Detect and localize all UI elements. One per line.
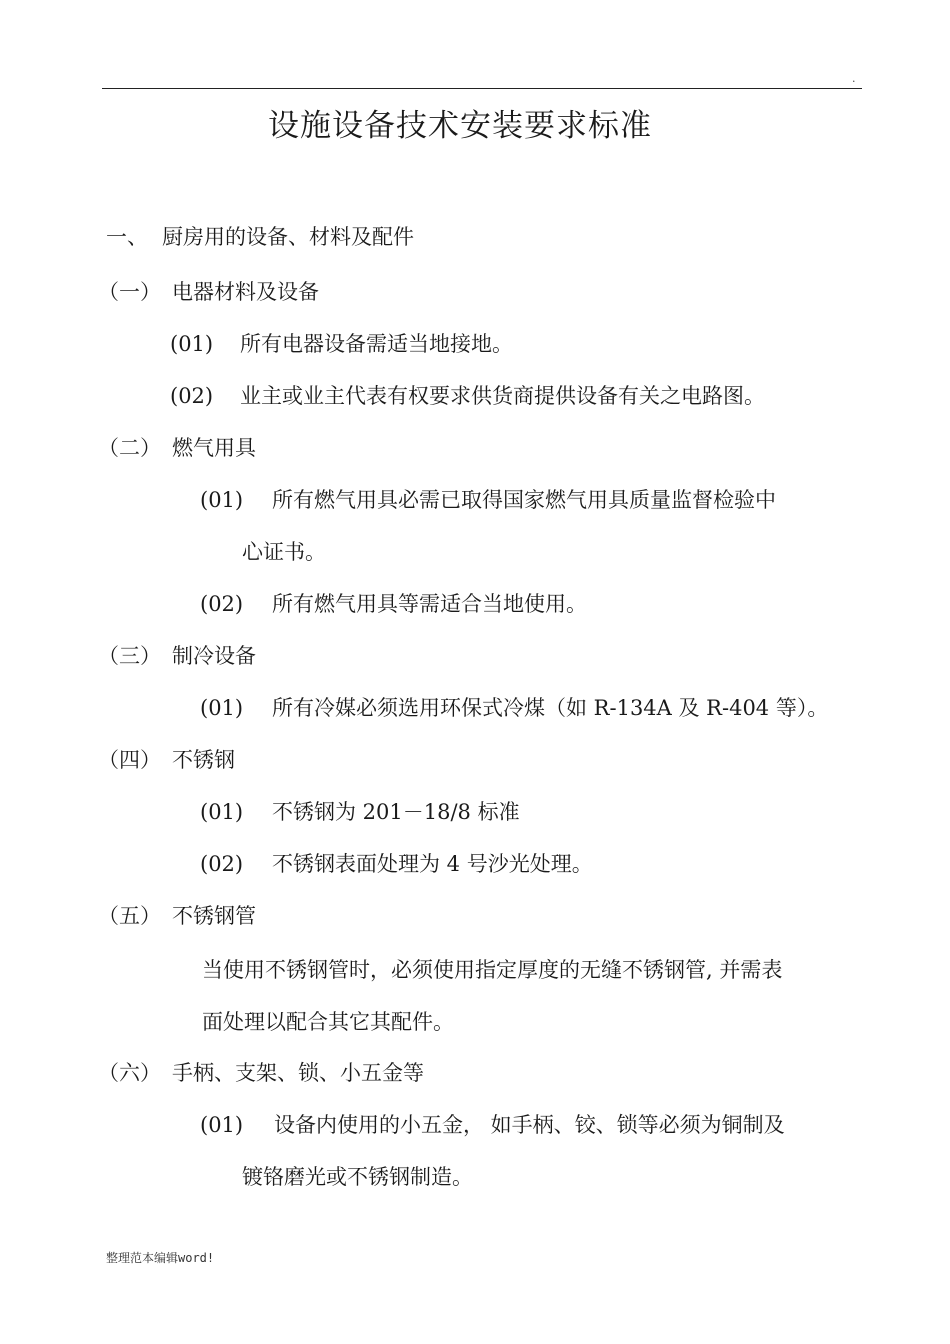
list-item (200, 693, 828, 723)
subsection-text: 燃气用具 (172, 436, 256, 460)
section-1-heading (106, 222, 414, 252)
item-text: 所有燃气用具必需已取得国家燃气用具质量监督检验中 (272, 488, 776, 512)
subsection-text: 不锈钢管 (172, 904, 256, 928)
item-number: (02) (200, 852, 244, 876)
item-text: 所有燃气用具等需适合当地使用。 (272, 592, 587, 616)
subsection-text: 不锈钢 (172, 748, 235, 772)
header-mark: . (852, 72, 856, 85)
subsection-heading (98, 277, 319, 307)
subsection-number: （一） (98, 280, 161, 304)
subsection-heading (98, 433, 256, 463)
list-item (170, 381, 765, 411)
list-item (200, 589, 587, 619)
item-number: (01) (200, 800, 244, 824)
item-continuation: 心证书。 (242, 540, 326, 564)
document-title: 设施设备技术安装要求标准 (268, 108, 652, 144)
item-number: (02) (200, 592, 244, 616)
list-item (200, 849, 593, 879)
item-text: 设备内使用的小五金， 如手柄、铰、锁等必须为铜制及 (274, 1113, 785, 1137)
subsection-number: （六） (98, 1061, 161, 1085)
subsection-text: 制冷设备 (172, 644, 256, 668)
list-item (200, 797, 520, 827)
list-item (200, 485, 776, 515)
item-number: (01) (200, 488, 244, 512)
subsection-text: 手柄、支架、锁、小五金等 (172, 1061, 424, 1085)
item-number: (02) (170, 384, 214, 408)
subsection-heading (98, 641, 256, 671)
section-text: 厨房用的设备、材料及配件 (162, 225, 414, 249)
item-number: (01) (200, 1113, 244, 1137)
paragraph-line: 面处理以配合其它其配件。 (202, 1010, 454, 1034)
item-text: 不锈钢表面处理为 4 号沙光处理。 (272, 852, 593, 876)
subsection-number: （三） (98, 644, 161, 668)
subsection-heading (98, 901, 256, 931)
subsection-heading (98, 1058, 424, 1088)
header-rule (102, 88, 862, 89)
footer-text: 整理范本编辑word! (106, 1251, 215, 1265)
subsection-number: （二） (98, 436, 161, 460)
subsection-number: （四） (98, 748, 161, 772)
item-number: (01) (170, 332, 214, 356)
item-text: 不锈钢为 201－18/8 标准 (272, 800, 520, 824)
list-item (200, 1110, 785, 1140)
subsection-text: 电器材料及设备 (172, 280, 319, 304)
item-text: 业主或业主代表有权要求供货商提供设备有关之电路图。 (240, 384, 765, 408)
item-number: (01) (200, 696, 244, 720)
subsection-number: （五） (98, 904, 161, 928)
section-number: 一、 (106, 225, 148, 249)
paragraph-line: 当使用不锈钢管时，必须使用指定厚度的无缝不锈钢管, 并需表 (202, 958, 783, 982)
item-continuation: 镀铬磨光或不锈钢制造。 (242, 1165, 473, 1189)
item-text: 所有冷媒必须选用环保式冷煤（如 R-134A 及 R-404 等）。 (272, 696, 829, 720)
item-text: 所有电器设备需适当地接地。 (240, 332, 513, 356)
subsection-heading (98, 745, 235, 775)
list-item (170, 329, 513, 359)
